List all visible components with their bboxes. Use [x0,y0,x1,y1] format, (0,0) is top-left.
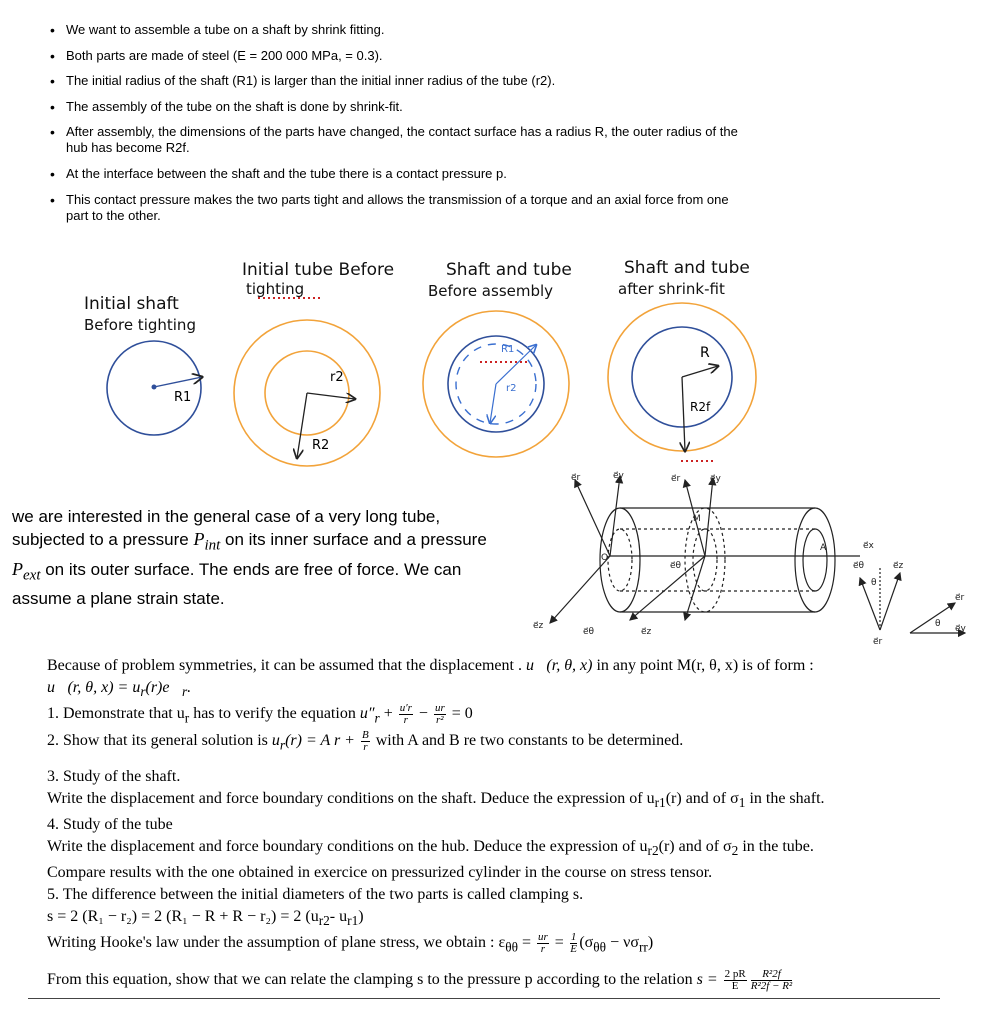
theta1-label: θ [871,578,877,588]
fraction-num: 2 pR [724,967,746,980]
r2-label: r2 [330,370,344,385]
ey-axis-left [610,476,620,556]
ey-axis-mid [705,478,713,556]
pint-symbol [193,529,221,554]
fraction-num: ur [434,702,445,715]
problem-math: − νσ [606,934,639,952]
shrink-fit-figure [0,250,820,470]
problem-sub: 1 [738,795,746,811]
question-4-detail [47,836,947,862]
bullet-item: • This contact pressure makes the two parts tight and allows the transmission of a torque and an axial force from one part to the other. [48,192,748,224]
problem-text: 2. Show that its general solution is [47,731,272,749]
bullet-list [48,22,748,233]
fraction [751,969,793,992]
question-4: 4. Study of the tube [47,816,173,834]
bullet-item: • We want to assemble a tube on a shaft by shrink fitting. [48,22,748,38]
problem-text: in the tube. [738,838,814,856]
problem-sub: r1 [654,795,666,811]
R-label: R [700,345,710,361]
assembly-r1-label: R1 [501,344,515,355]
problem-text: Because of problem symmetries, it can be assumed that the displacement . [47,657,526,674]
problem-line-2 [47,677,947,703]
problem-math: u⃗(r, θ, x) = u [47,679,141,696]
bullet-item: • The initial radius of the shaft (R1) is larger than the initial inner radius of the tube (r2). [48,73,748,89]
assembly-title-1: Shaft and tube [446,260,572,280]
er-left-label: e⃗r [571,473,581,483]
question-2 [47,730,947,756]
after-title-2: after shrink-fit [618,280,725,298]
problem-text: Writing Hooke's law under the assumption of plane stress, we obtain : ε [47,934,506,952]
problem-math: = [550,934,568,952]
problem-math: u [271,731,280,749]
etheta-mid-label: e⃗θ [670,561,682,571]
question-5-hooke [47,932,947,958]
problem-math: ) [647,934,654,952]
fraction-den: r² [436,714,444,727]
problem-text: 1. Demonstrate that u [47,705,185,723]
ez-axis-left [550,556,610,623]
tube-title-1: Initial tube Before [242,260,395,280]
R2-arrow [297,393,307,458]
R2-label: R2 [312,438,330,453]
problem-math: (r) = A r + [285,731,359,749]
ez-bottom-label: e⃗z [641,627,652,637]
pint-letter: P [193,529,205,549]
question-3-detail [47,788,947,814]
fraction-den: R²2f − R² [750,979,793,992]
fraction-num: B [361,728,369,741]
problem-math: . [187,679,192,696]
fraction [399,703,413,726]
problem-text: (r) and of σ [658,838,732,856]
intro-line-2 [12,528,522,558]
fraction-den: r [403,714,408,727]
problem-text: Write the displacement and force boundary conditions on the hub. Deduce the expression of u [47,838,648,856]
r1-label: R1 [174,390,192,405]
cylinder-bore-hidden [608,529,632,591]
pint-sub: int [204,537,221,554]
bullet-item: • The assembly of the tube on the shaft is done by shrink-fit. [48,99,748,115]
fraction [570,932,578,955]
problem-text: has to verify the equation [189,705,360,723]
problem-sub: r [374,710,380,726]
problem-math: s = [696,971,722,988]
problem-text: Write the displacement and force boundary conditions on the shaft. Deduce the expression of u [47,789,655,807]
fraction-num: 1 [570,931,577,944]
problem-text: with A and B re two constants to be determined. [371,731,684,749]
intro-paragraph [12,505,522,610]
problem-sub: r [181,684,188,700]
assembly-r2-label: r2 [506,383,517,394]
problem-sub: r2 [318,913,330,929]
fraction-den: r [540,943,546,956]
problem-sub: r1 [347,913,359,929]
problem-math: ) [358,908,364,926]
ez-axis-bottom [630,556,705,620]
a-label: A [820,543,827,553]
ez-side-label: e⃗z [893,561,904,571]
problem-sub: r [184,710,190,726]
problem-math: − [414,705,432,723]
intro-text: subjected to a pressure [12,530,194,549]
problem-sub: 2 [731,843,739,859]
er-bottom-label: e⃗r [873,637,883,647]
bullet-item: • After assembly, the dimensions of the parts have changed, the contact surface has a radius R, the outer radius of the hub has become R2f. [48,124,748,156]
problem-sub: θθ [593,939,607,955]
problem-line-1 [47,655,947,677]
problem-math: u⃗(r, θ, x) [525,657,593,674]
problem-sub: r2 [647,843,659,859]
tube-title-2: tighting [246,280,305,298]
ex-label: e⃗x [863,541,874,551]
etheta-side-label: e⃗θ [853,561,865,571]
ey-side-label: e⃗y [955,624,966,634]
fraction [434,703,446,726]
er-side [910,603,955,633]
etheta-bottom-label: e⃗θ [583,627,595,637]
fraction-num: R²2f [751,969,793,981]
problem-sub: θθ [505,939,518,955]
problem-math: + [379,705,397,723]
pext-sub: ext [23,567,41,584]
problem-math: (r)e⃗ [145,679,182,696]
problem-math: = 0 [447,705,473,723]
fraction-num: u′r [399,702,412,715]
fraction-den: r [363,740,368,753]
problem-math: (σ [579,934,594,952]
question-5: 5. The difference between the initial diameters of the two parts is called clamping s. [47,886,584,904]
intro-text: on its outer surface. The ends are free of force. We can [40,559,462,579]
problem-math: s = 2 (R₁ − r₂) = 2 (R₁ − R + R − r₂) = 2 (u [47,908,319,926]
cylinder-diagram [515,468,975,648]
problem-text: From this equation, show that we can relate the clamping s to the pressure p according to the relation [47,971,697,988]
fraction [724,969,747,992]
er-side-label: e⃗r [955,593,965,603]
shaft-title-2: Before tighting [84,316,196,334]
ez-side [880,573,900,630]
cylinder-bore [803,529,827,591]
problem-text: in the shaft. [745,789,825,807]
question-5-equation [47,906,947,932]
fraction-den: E [731,979,739,992]
problem-math: - u [329,908,348,926]
bullet-item: • Both parts are made of steel (E = 200 000 MPa, = 0.3). [48,48,748,64]
R-arrow [682,366,718,377]
R2f-arrow [682,377,685,451]
ey-left-label: e⃗y [613,471,624,481]
er-axis-left [575,480,610,556]
ez-bottom-left-label: e⃗z [533,621,544,631]
question-1 [47,703,947,729]
m-label: M [693,514,701,524]
problem-statement [47,655,947,992]
fraction-num: ur [538,931,548,944]
shaft-title-1: Initial shaft [84,294,179,314]
theta2-label: θ [935,619,941,629]
assembly-r2-arrow [490,384,496,423]
fraction [361,730,370,753]
problem-sub: r [279,736,286,752]
problem-text: in any point M(r, θ, x) is of form : [592,657,814,674]
etheta-side [860,578,880,630]
fraction [537,932,549,955]
r2-arrow [307,393,355,399]
bottom-rule [28,998,940,999]
intro-line-4: assume a plane strain state. [12,589,225,609]
problem-text: (r) and of σ [665,789,739,807]
o-label: O [601,553,609,563]
ey-right-label: e⃗y [710,474,721,484]
er-right-label: e⃗r [671,474,681,484]
r1-arrow [154,377,202,387]
problem-sub: rr [638,939,648,955]
problem-sub: r [140,684,146,700]
pext-symbol [12,558,41,584]
intro-line-1: we are interested in the general case of a very long tube, [12,507,441,526]
pext-letter: P [12,558,23,579]
R2f-label: R2f [690,400,711,414]
question-3: 3. Study of the shaft. [47,767,181,785]
intro-text: on its inner surface and a pressure [220,530,487,549]
after-title-1: Shaft and tube [624,258,750,278]
question-5-relation [47,969,947,992]
intro-line-3 [12,558,522,588]
fraction-den: E [570,943,577,956]
cylinder-right-end [795,508,835,612]
question-4-compare: Compare results with the one obtained in exercice on pressurized cylinder in the course on stress tensor. [47,864,713,882]
problem-math: u″ [359,705,375,723]
problem-math: = [517,934,536,952]
assembly-title-2: Before assembly [428,282,554,300]
bullet-item: • At the interface between the shaft and the tube there is a contact pressure p. [48,166,748,182]
section-plane [685,508,725,612]
